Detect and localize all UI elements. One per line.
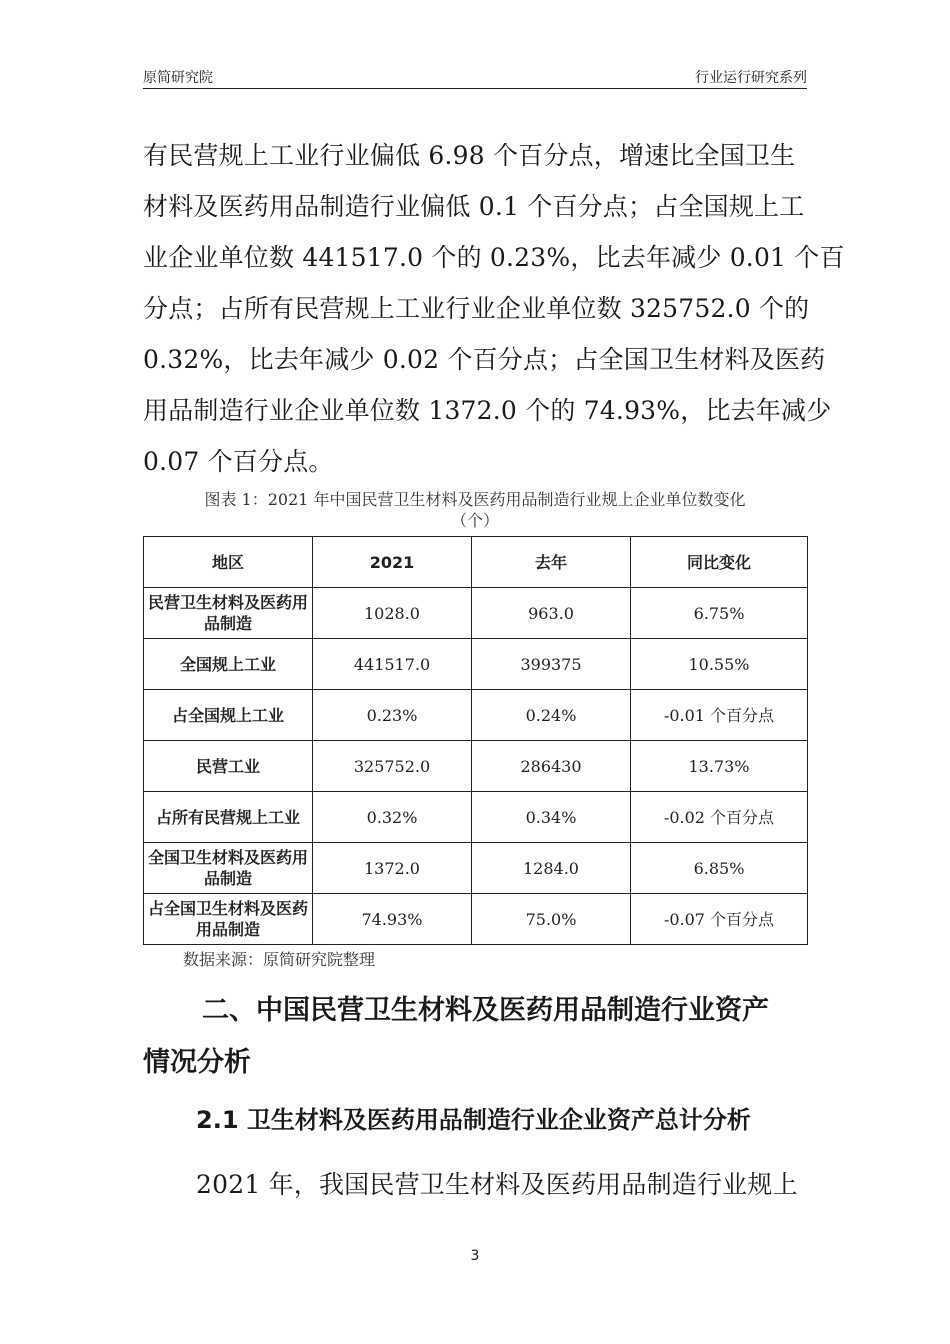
table-row [144, 843, 808, 894]
table-cell: -0.07 个百分点 [631, 894, 808, 945]
table-cell: 286430 [472, 741, 631, 792]
table-cell: 0.23% [313, 690, 472, 741]
caption-unit: （个） [450, 511, 499, 530]
table-cell: 13.73% [631, 741, 808, 792]
column-header: 同比变化 [631, 537, 808, 588]
column-header: 地区 [144, 537, 313, 588]
section-heading-line: 二、中国民营卫生材料及医药用品制造行业资产 [202, 995, 769, 1026]
body-paragraph [143, 130, 845, 487]
body-line: 用品制造行业企业单位数 1372.0 个的 74.93%，比去年减少 [143, 396, 832, 425]
table-caption [143, 489, 807, 531]
row-label: 全国卫生材料及医药用品制造 [144, 843, 313, 894]
table-row [144, 639, 808, 690]
row-label: 占全国卫生材料及医药用品制造 [144, 894, 313, 945]
enterprise-count-table [143, 536, 808, 945]
table-cell: 74.93% [313, 894, 472, 945]
table-cell: 441517.0 [313, 639, 472, 690]
table-cell: 0.24% [472, 690, 631, 741]
table-cell: 399375 [472, 639, 631, 690]
section-heading [143, 985, 807, 1089]
body-line: 0.32%，比去年减少 0.02 个百分点；占全国卫生材料及医药 [143, 345, 826, 374]
table-cell: 963.0 [472, 588, 631, 639]
page-header [143, 64, 807, 89]
body-line: 材料及医药用品制造行业偏低 0.1 个百分点；占全国规上工 [143, 192, 805, 221]
row-label: 占所有民营规上工业 [144, 792, 313, 843]
table-header-row [144, 537, 808, 588]
table-cell: 1284.0 [472, 843, 631, 894]
row-label: 占全国规上工业 [144, 690, 313, 741]
table-cell: -0.02 个百分点 [631, 792, 808, 843]
table-cell: -0.01 个百分点 [631, 690, 808, 741]
page-number: 3 [470, 1248, 480, 1264]
body-line: 有民营规上工业行业偏低 6.98 个百分点，增速比全国卫生 [143, 141, 796, 170]
column-header: 去年 [472, 537, 631, 588]
table-cell: 10.55% [631, 639, 808, 690]
body-line: 分点；占所有民营规上工业行业企业单位数 325752.0 个的 [143, 294, 810, 323]
subsection-heading: 2.1 卫生材料及医药用品制造行业企业资产总计分析 [196, 1106, 751, 1134]
row-label: 民营工业 [144, 741, 313, 792]
table-cell: 0.32% [313, 792, 472, 843]
data-source-note: 数据来源：原简研究院整理 [183, 950, 376, 969]
body-line: 业企业单位数 441517.0 个的 0.23%，比去年减少 0.01 个百 [143, 243, 845, 272]
table-row [144, 894, 808, 945]
row-label: 全国规上工业 [144, 639, 313, 690]
table-cell: 1028.0 [313, 588, 472, 639]
table-cell: 6.75% [631, 588, 808, 639]
body-line: 2021 年，我国民营卫生材料及医药用品制造行业规上 [196, 1170, 798, 1199]
table-row [144, 690, 808, 741]
table-row [144, 792, 808, 843]
table-cell: 0.34% [472, 792, 631, 843]
caption-title: 图表 1：2021 年中国民营卫生材料及医药用品制造行业规上企业单位数变化 [204, 490, 746, 509]
body-paragraph [196, 1159, 816, 1210]
table-row [144, 588, 808, 639]
table-cell: 1372.0 [313, 843, 472, 894]
table-cell: 325752.0 [313, 741, 472, 792]
table-cell: 6.85% [631, 843, 808, 894]
row-label: 民营卫生材料及医药用品制造 [144, 588, 313, 639]
header-publisher: 原简研究院 [143, 70, 213, 86]
table-cell: 75.0% [472, 894, 631, 945]
body-line: 0.07 个百分点。 [143, 447, 334, 476]
header-series: 行业运行研究系列 [695, 70, 807, 86]
table-row [144, 741, 808, 792]
section-heading-line: 情况分析 [143, 1047, 251, 1078]
column-header: 2021 [313, 537, 472, 588]
